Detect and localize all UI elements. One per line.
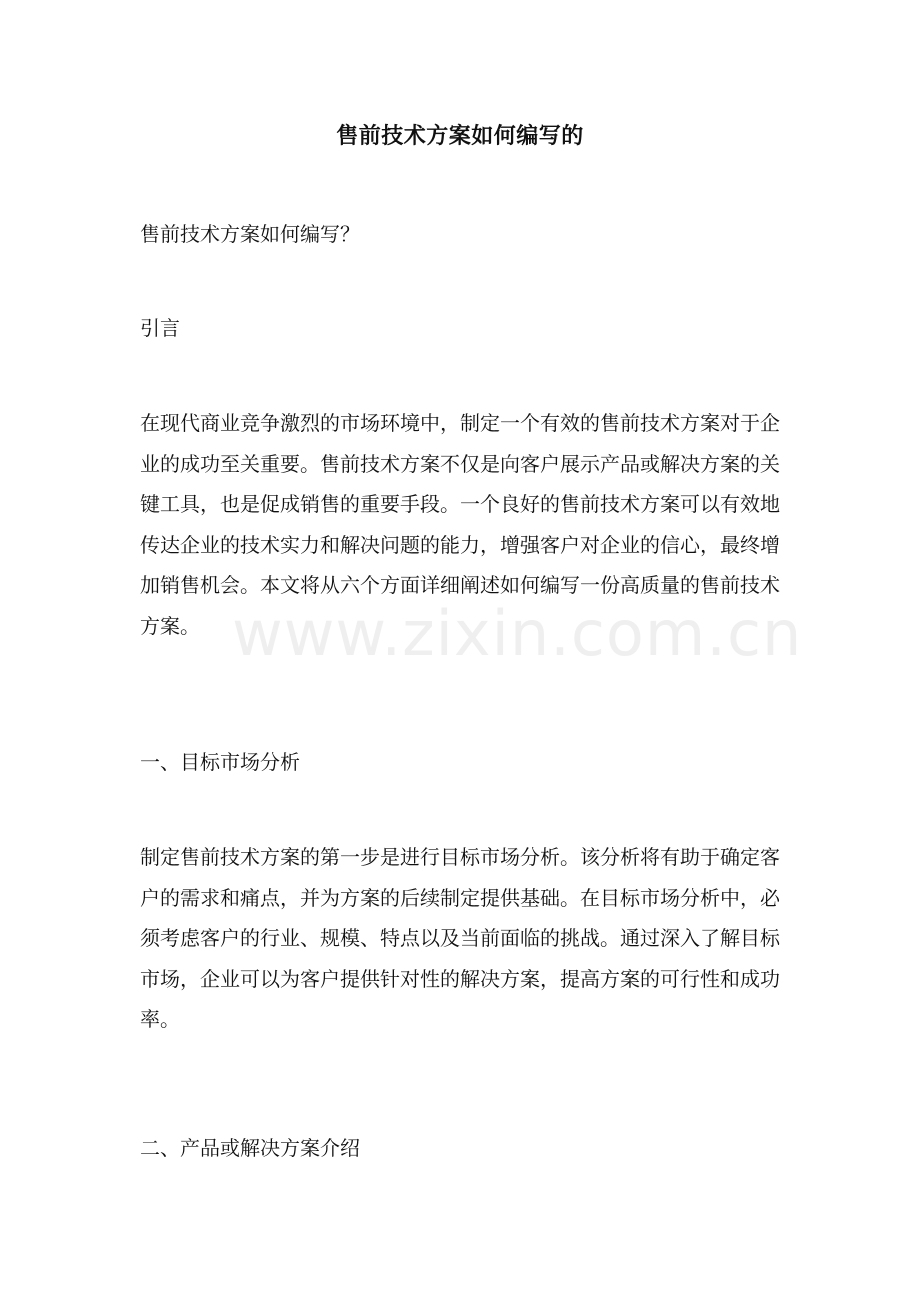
intro-heading: 引言 <box>140 316 180 340</box>
watermark: www.zixin.com.cn <box>232 597 803 670</box>
document-subtitle: 售前技术方案如何编写？ <box>140 222 360 246</box>
document-title: 售前技术方案如何编写的 <box>336 123 584 149</box>
section-1-paragraph: 制定售前技术方案的第一步是进行目标市场分析。该分析将有助于确定客户的需求和痛点，并为方案的后续制定提供基础。在目标市场分析中，必须考虑客户的行业、规模、特点以及当前面临的挑战。通过深入了解目标市场，企业可以为客户提供针对性的解决方案，提高方案的可行性和成功率。 <box>140 845 780 1032</box>
intro-paragraph: 在现代商业竞争激烈的市场环境中，制定一个有效的售前技术方案对于企业的成功至关重要。售前技术方案不仅是向客户展示产品或解决方案的关键工具，也是促成销售的重要手段。一个良好的售前技术方案可以有效地传达企业的技术实力和解决问题的能力，增强客户对企业的信心，最终增加销售机会。本文将从六个方面详细阐述如何编写一份高质量的售前技术方案。 <box>140 411 780 638</box>
section-2-heading: 二、产品或解决方案介绍 <box>140 1136 360 1160</box>
section-1-heading: 一、目标市场分析 <box>140 750 300 774</box>
